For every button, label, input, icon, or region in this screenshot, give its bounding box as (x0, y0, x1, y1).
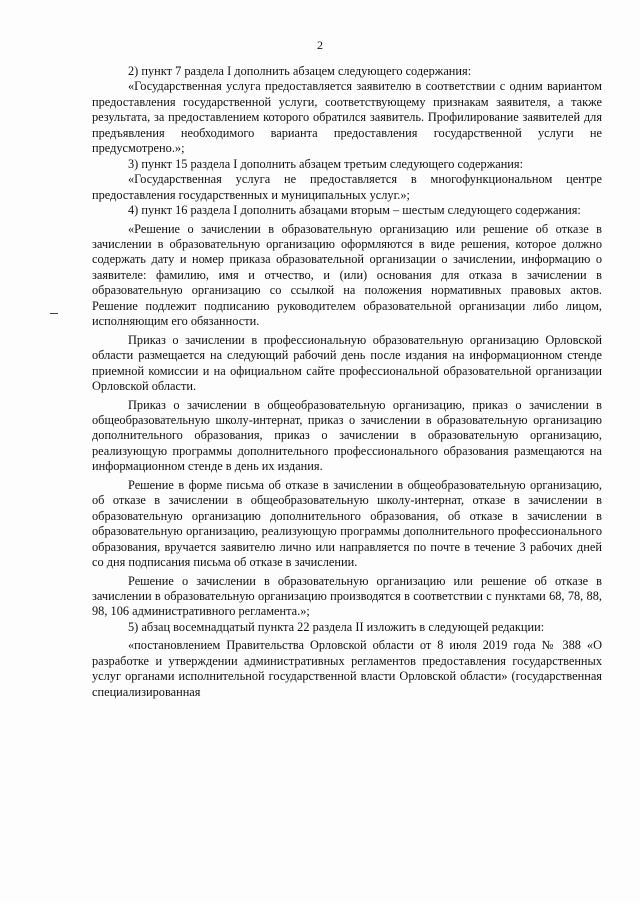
paragraph-decision-procedure: Решение о зачислении в образовательную организацию или решение об отказе в зачислении в образовательную организацию производятся в соответствии с пунктами 68, 78, 88, 98, 106 административного регламента.»; (92, 573, 602, 619)
paragraph-general-order: Приказ о зачислении в общеобразовательную организацию, приказ о зачислении в общеобразовательную школу-интернат, приказ о зачислении в образовательную организацию дополнительного образования, приказ о зачислении в образовательную организацию, реализующую программы дополнительного профессионального образования размещаются на информационном стенде в день их издания. (92, 397, 602, 474)
paragraph-item-3: 3) пункт 15 раздела I дополнить абзацем третьим следующего содержания: (128, 156, 524, 171)
document-body (92, 64, 602, 700)
paragraph-refusal-letter: Решение в форме письма об отказе в зачислении в общеобразовательную организацию, об отказе в зачислении в общеобразовательную школу-интернат, отказе в зачислении в образовательную организацию дополнительного образования, об отказе в зачислении в образовательную организацию, реализующую программы дополнительного профессионального образования, вручается заявителю лично или направляется по почте в течение 3 рабочих дней со дня подписания письма об отказе в зачислении. (92, 477, 602, 570)
paragraph-decision-form: «Решение о зачислении в образовательную организацию или решение об отказе в зачислении в образовательную организацию оформляются в виде решения, которое должно содержать дату и номер приказа образовательной организации о зачислении, информацию о заявителе: фамилию, имя и отчество, и (или) основания для отказа в зачислении в образовательную организацию со ссылкой на положения нормативных правовых актов. Решение подлежит подписанию руководителем образовательной организации либо лицом, исполняющим его обязанности. (92, 221, 602, 329)
paragraph-professional-order: Приказ о зачислении в профессиональную образовательную организацию Орловской области размещается на следующий рабочий день после издания на информационном стенде приемной комиссии и на официальном сайте профессиональной образовательной организации Орловской области. (92, 332, 602, 394)
page-number: 2 (317, 38, 323, 52)
paragraph-resolution-quote: «постановлением Правительства Орловской области от 8 июля 2019 года № 388 «О разработке и утверждении административных регламентов предоставления государственных услуг органами исполнительной государственной власти Орловской области» (государственная специализированная (92, 638, 602, 699)
paragraph-item-2: 2) пункт 7 раздела I дополнить абзацем следующего содержания: (128, 64, 472, 78)
paragraph-item-4: 4) пункт 16 раздела I дополнить абзацами вторым – шестым следующего содержания: (128, 203, 581, 218)
paragraph-item-5: 5) абзац восемнадцатый пункта 22 раздела II изложить в следующей редакции: (128, 619, 545, 634)
paragraph-quote-item-7: «Государственная услуга предоставляется заявителю в соответствии с одним вариантом предоставления государственной услуги, соответствующему признакам заявителя, а также результата, за предоставлением которого обратился заявитель. Профилирование заявителей для предъявления необходимого варианта предоставления государственной услуги не предусмотрено.»; (92, 79, 602, 156)
margin-mark (50, 313, 58, 314)
paragraph-quote-item-15: «Государственная услуга не предоставляется в многофункциональном центре предоставления государственных и муниципальных услуг.»; (92, 172, 602, 202)
